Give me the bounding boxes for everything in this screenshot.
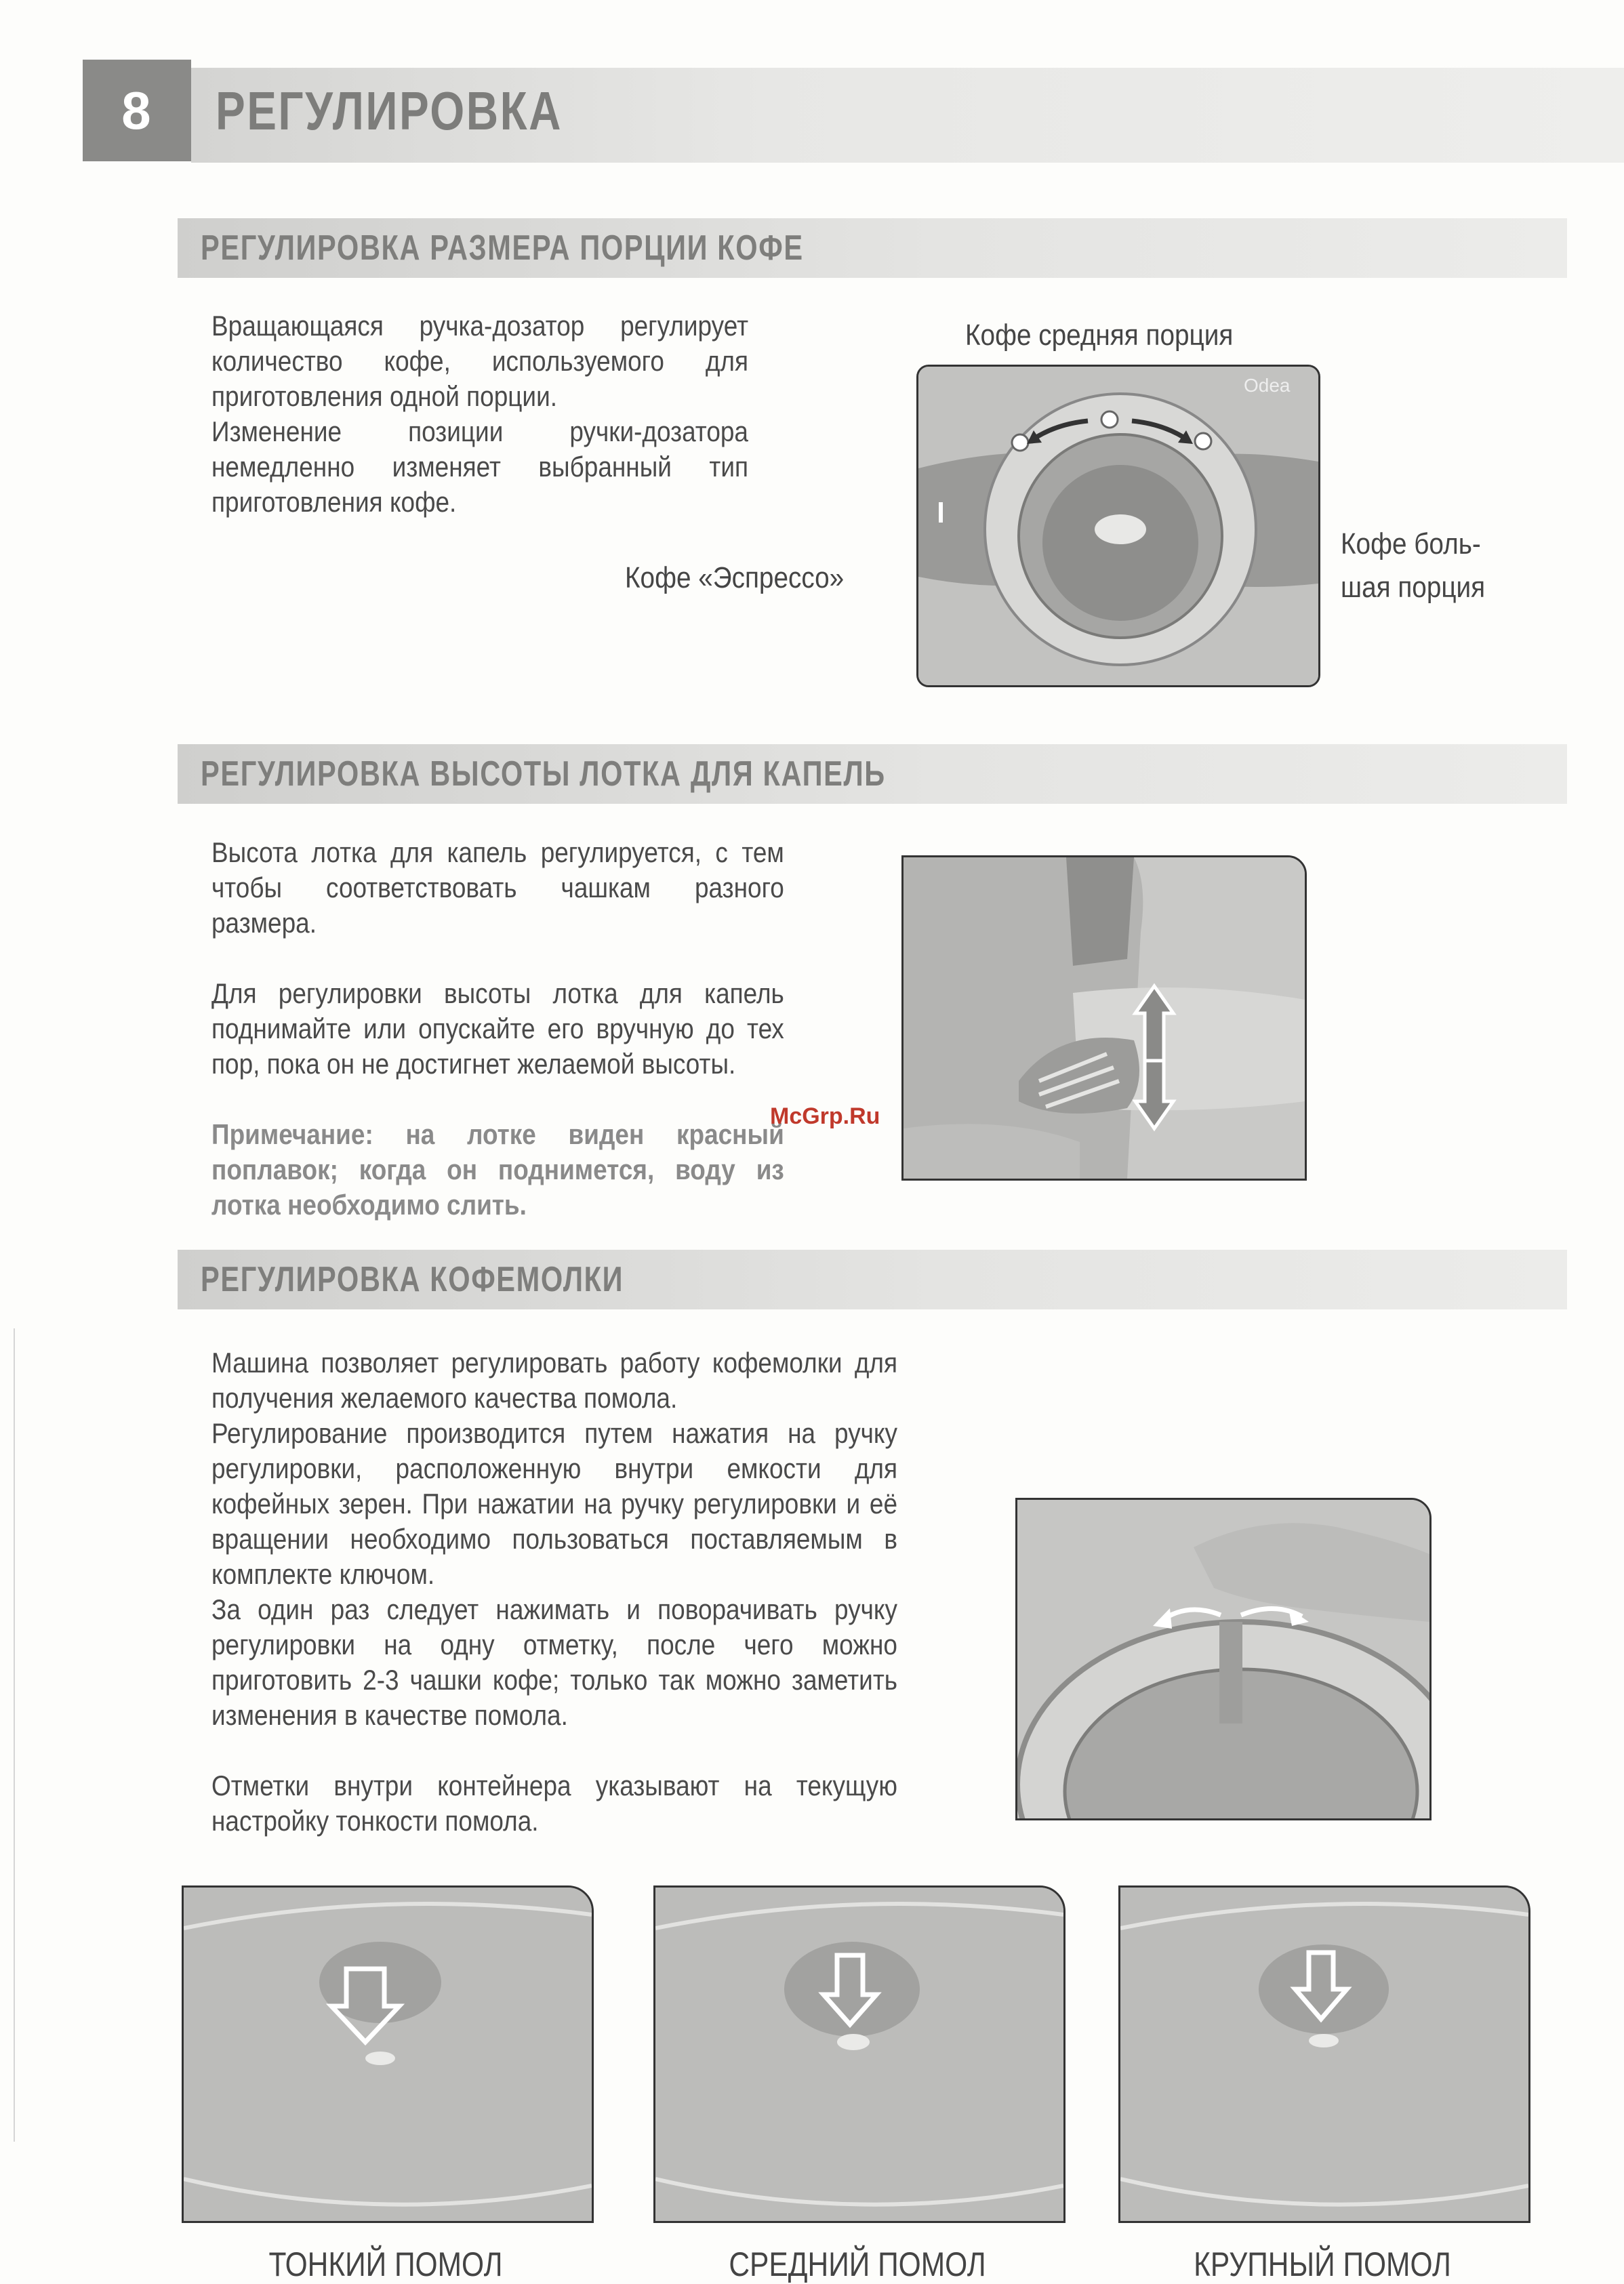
page-title: РЕГУЛИРОВКА (216, 81, 563, 141)
portion-text (211, 308, 748, 520)
dosing-knob-illustration (918, 367, 1318, 685)
grinder-illustration (1017, 1500, 1429, 1818)
grind-photo-coarse (1118, 1885, 1530, 2223)
driptray-paragraph-2: Для регулировки высоты лотка для капель поднимайте или опускайте его вручную до тех пор, пока он не достигнет желаемой высоты. (211, 977, 784, 1080)
driptray-illustration (904, 857, 1305, 1179)
grind-label-medium: СРЕДНИЙ ПОМОЛ (729, 2245, 986, 2283)
caption-medium: Кофе средняя порция (965, 319, 1234, 352)
grind-label-coarse: КРУПНЫЙ ПОМОЛ (1194, 2245, 1451, 2283)
grind-coarse-illustration (1120, 1888, 1528, 2221)
caption-large-1: Кофе боль- (1341, 527, 1481, 560)
section-title-portion: РЕГУЛИРОВКА РАЗМЕРА ПОРЦИИ КОФЕ (201, 228, 804, 268)
page-number-box (83, 60, 191, 161)
section-title-driptray: РЕГУЛИРОВКА ВЫСОТЫ ЛОТКА ДЛЯ КАПЕЛЬ (201, 754, 886, 794)
page-number: 8 (121, 80, 153, 140)
caption-large-2: шая порция (1341, 571, 1486, 604)
portion-paragraph-2: Изменение позиции ручки-дозатора немедленно изменяет выбранный тип приготовления кофе. (211, 415, 748, 518)
watermark: McGrp.Ru (770, 1103, 880, 1129)
grinder-photo (1015, 1498, 1432, 1820)
grinder-paragraph-1: Машина позволяет регулировать работу кофемолки для получения желаемого качества помола. (211, 1347, 897, 1414)
grinder-text (211, 1345, 897, 1839)
section-title-grinder: РЕГУЛИРОВКА КОФЕМОЛКИ (201, 1260, 624, 1299)
portion-paragraph-1: Вращающаяся ручка-дозатор регулирует количество кофе, используемого для приготовления одной порции. (211, 310, 748, 412)
caption-espresso: Кофе «Эспрессо» (625, 561, 845, 594)
grinder-paragraph-3: За один раз следует нажимать и поворачивать ручку регулировки на одну отметку, после чего можно приготовить 2-3 чашки кофе; только так можно заметить изменения в качестве помола. (211, 1593, 897, 1731)
driptray-text (211, 835, 784, 1223)
margin-line (14, 1328, 15, 2142)
driptray-note: Примечание: на лотке виден красный поплавок; когда он поднимется, воду из лотка необходимо слить. (211, 1118, 784, 1221)
grind-medium-illustration (655, 1888, 1063, 2221)
device-brand: Odea (1244, 375, 1291, 396)
grind-label-fine: ТОНКИЙ ПОМОЛ (268, 2245, 503, 2283)
grinder-paragraph-2: Регулирование производится путем нажатия на ручку регулировки, расположенную внутри емкости для кофейных зерен. При нажатии на ручку регулировки и её вращении необходимо пользоваться поставляемым в комплекте ключом. (211, 1417, 897, 1590)
dosing-knob-photo (916, 365, 1320, 687)
grind-fine-illustration (184, 1888, 592, 2221)
driptray-paragraph-1: Высота лотка для капель регулируется, с тем чтобы соответствовать чашкам разного размера. (211, 836, 784, 939)
driptray-photo (901, 855, 1307, 1181)
grinder-paragraph-4: Отметки внутри контейнера указывают на текущую настройку тонкости помола. (211, 1770, 897, 1837)
grind-photo-medium (653, 1885, 1065, 2223)
grind-photo-fine (182, 1885, 594, 2223)
